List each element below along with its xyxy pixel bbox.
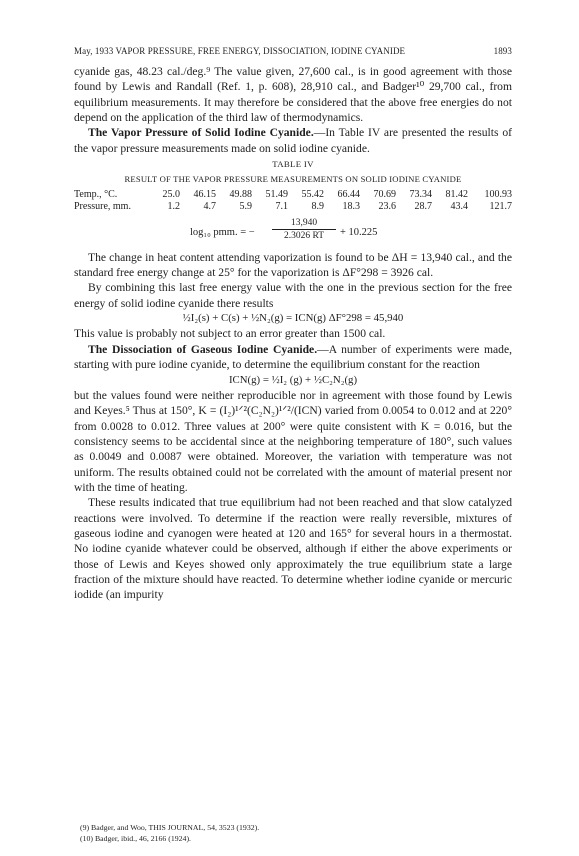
section-heading-dissociation: The Dissociation of Gaseous Iodine Cyanide. [88, 342, 318, 356]
table-cell: 23.6 [378, 201, 396, 213]
table-cell: 121.7 [489, 201, 512, 213]
paragraph-combining: By combining this last free energy value with the one in the previous section for the free energy of solid iodine cyanide there results [74, 281, 512, 310]
section-dissociation [74, 342, 512, 373]
table-cell: 70.69 [373, 188, 396, 200]
formation-reaction: ½I₂(s) + C(s) + ½N₂(g) = ICN(g) ΔF°298 = 45,940 [182, 312, 404, 325]
equation-lhs: log₁₀ pmm. = − [190, 226, 255, 238]
table-subtitle: RESULT OF THE VAPOR PRESSURE MEASUREMENTS ON SOLID IODINE CYANIDE [124, 174, 462, 185]
equation-denominator: 2.3026 RT [283, 230, 325, 241]
table-cell: 81.42 [445, 188, 468, 200]
running-header [74, 46, 512, 60]
table-cell: 66.44 [337, 188, 360, 200]
row-label-temp: Temp., °C. [74, 188, 118, 200]
table-row [74, 189, 512, 202]
section-text-vapor-pressure: —In Table IV are presented the results of the vapor pressure measurements made on solid iodine cyanide. [74, 126, 512, 155]
table-caption: TABLE IV [272, 159, 314, 170]
table-cell: 73.34 [409, 188, 432, 200]
table-cell: 49.88 [229, 188, 252, 200]
table-row [74, 201, 512, 214]
section-text-dissociation: —A number of experiments were made, starting with pure iodine cyanide, to determine the equilibrium constant for the reaction [74, 342, 512, 372]
table-cell: 51.49 [265, 188, 288, 200]
footnote-9: (9) Badger, and Woo, THIS JOURNAL, 54, 3523 (1932). [80, 823, 260, 832]
running-header-title: May, 1933 VAPOR PRESSURE, FREE ENERGY, DISSOCIATION, IODINE CYANIDE [74, 46, 406, 56]
article-body [74, 64, 512, 603]
paragraph-error-estimate: This value is probably not subject to an error greater than 1500 cal. [74, 327, 386, 341]
table-cell: 7.1 [275, 201, 288, 213]
paragraph-results: but the values found were neither reproducible nor in agreement with those found by Lewis and Keyes.⁵ Thus at 150°, K = (I₂)¹ᐟ²(C₂N₂)¹ᐟ²/(ICN) varied from 0.0054 to 0.012 and at 220° from 0.0028 to 0.012. Three values at 200° were quite consistent with K = 0.016, but the consistency seems to be accidental since at the neighboring temperature of 180°, such values as 0.0049 and 0.0087 were obtained. Moreover, the variation with temperature was not uniform. The results obtained could not be correlated with the amount of material present nor with the time of heating. [74, 388, 512, 494]
table-cell: 46.15 [193, 188, 216, 200]
paragraph-intro: cyanide gas, 48.23 cal./deg.⁹ The value given, 27,600 cal., is in good agreement with those found by Lewis and Randall (Ref. 1, p. 608), 28,910 cal., and Badger¹⁰ 29,700 cal., from equilibrium measurements. It may therefore be considered that the above free energies do not depend on the application of the third law of thermodynamics. [74, 65, 512, 125]
page-number: 1893 [493, 46, 512, 56]
section-heading-vapor-pressure: The Vapor Pressure of Solid Iodine Cyanide. [88, 126, 314, 140]
vapor-pressure-equation [74, 214, 512, 250]
table-cell: 43.4 [450, 201, 468, 213]
table-cell: 4.7 [203, 201, 216, 213]
table-cell: 55.42 [301, 188, 324, 200]
vapor-pressure-table [74, 189, 512, 214]
table-cell: 1.2 [167, 201, 180, 213]
equation-numerator: 13,940 [272, 217, 336, 230]
table-cell: 28.7 [414, 201, 432, 213]
table-cell: 18.3 [342, 201, 360, 213]
section-vapor-pressure [74, 125, 512, 156]
table-cell: 25.0 [162, 188, 180, 200]
paragraph-equilibrium: These results indicated that true equilibrium had not been reached and that slow catalyzed reactions were involved. To determine if the reaction were really reversible, mixtures of gaseous iodine and cyanogen were heated at 120 and 165° for several hours in a thermostat. No iodine cyanide whatever could be observed, although if either the above experiments or those of Lewis and Keyes showed only approximately the true equilibrium state a large fraction of the mixture should have reacted. To determine whether iodine cyanide or mercuric iodide (an impurity [74, 496, 512, 602]
table-cell: 100.93 [484, 188, 512, 200]
equation-fraction [272, 217, 336, 242]
dissociation-reaction: ICN(g) = ½I₂ (g) + ½C₂N₂(g) [228, 373, 358, 386]
equation-rhs: + 10.225 [340, 226, 378, 238]
footnote-10: (10) Badger, ibid., 46, 2166 (1924). [80, 834, 191, 843]
paragraph-heat-content: The change in heat content attending vaporization is found to be ΔH = 13,940 cal., and the standard free energy change at 25° for the vaporization is ΔF°298 = 3926 cal. [74, 250, 512, 280]
table-cell: 8.9 [311, 201, 324, 213]
row-label-pressure: Pressure, mm. [74, 201, 131, 213]
table-cell: 5.9 [239, 201, 252, 213]
